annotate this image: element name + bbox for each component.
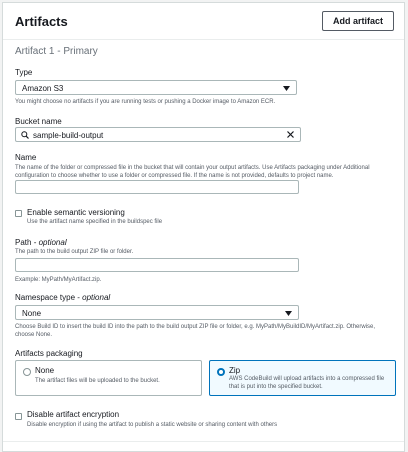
caret-down-icon	[285, 311, 292, 316]
semantic-versioning-label: Enable semantic versioning	[27, 208, 125, 217]
semantic-versioning-checkbox[interactable]	[15, 210, 22, 217]
search-icon	[21, 131, 29, 139]
add-artifact-button[interactable]: Add artifact	[322, 11, 394, 31]
type-hint: You might choose no artifacts if you are running tests or pushing a Docker image to Amazon ECR.	[15, 99, 276, 105]
path-optional: optional	[38, 238, 67, 247]
section-title: Artifact 1 - Primary	[15, 46, 98, 57]
name-label: Name	[15, 153, 37, 162]
disable-encryption-desc: Disable encryption if using the artifact to publish a static website or sharing content with others	[27, 422, 278, 428]
clear-icon[interactable]	[287, 131, 294, 138]
radio-zip[interactable]	[217, 368, 225, 376]
bucket-search-input[interactable]	[15, 127, 301, 142]
namespace-label: Namespace type - optional	[15, 293, 111, 302]
name-input[interactable]	[15, 180, 299, 194]
packaging-zip-label: Zip	[229, 366, 241, 375]
packaging-option-none[interactable]	[15, 360, 202, 396]
artifacts-panel	[2, 2, 405, 452]
disable-encryption-checkbox[interactable]	[15, 413, 22, 420]
disable-encryption-label: Disable artifact encryption	[27, 410, 120, 419]
bucket-value: sample-build-output	[33, 131, 104, 140]
namespace-hint: Choose Build ID to insert the build ID into the path to the build output ZIP file or folder, e.g. MyPath/MyBuildID/MyArtifact.zip. Otherwise, choose None.	[15, 324, 376, 338]
type-select-value: Amazon S3	[22, 84, 64, 93]
name-description: The name of the folder or compressed file in the bucket that will contain your output artifacts. Use Artifacts packaging under Additional configuration to choose whether to use a folder or compressed file. If the name is not provided, defaults to project name.	[15, 165, 370, 179]
path-description: The path to the build output ZIP file or folder.	[15, 249, 134, 255]
path-input[interactable]	[15, 258, 299, 272]
packaging-label: Artifacts packaging	[15, 349, 83, 358]
semantic-versioning-desc: Use the artifact name specified in the buildspec file	[27, 219, 163, 225]
panel-title: Artifacts	[15, 13, 68, 29]
path-label-text: Path	[15, 238, 32, 247]
caret-down-icon	[283, 86, 290, 91]
packaging-none-label: None	[35, 366, 55, 375]
namespace-select-value: None	[22, 309, 42, 318]
packaging-zip-desc: AWS CodeBuild will upload artifacts into a compressed file that is put into the specified bucket.	[229, 376, 385, 390]
divider	[3, 441, 404, 442]
namespace-optional: optional	[82, 293, 111, 302]
packaging-option-zip[interactable]	[209, 360, 396, 396]
path-example: Example: MyPath/MyArtifact.zip.	[15, 277, 102, 283]
panel-header	[3, 3, 404, 40]
packaging-none-desc: The artifact files will be uploaded to the bucket.	[35, 378, 160, 384]
radio-none[interactable]	[23, 368, 31, 376]
bucket-label: Bucket name	[15, 117, 62, 126]
namespace-label-text: Namespace type	[15, 293, 76, 302]
namespace-select[interactable]	[15, 305, 299, 320]
type-select[interactable]	[15, 80, 297, 95]
type-label: Type	[15, 68, 33, 77]
path-label: Path - optional	[15, 238, 67, 247]
